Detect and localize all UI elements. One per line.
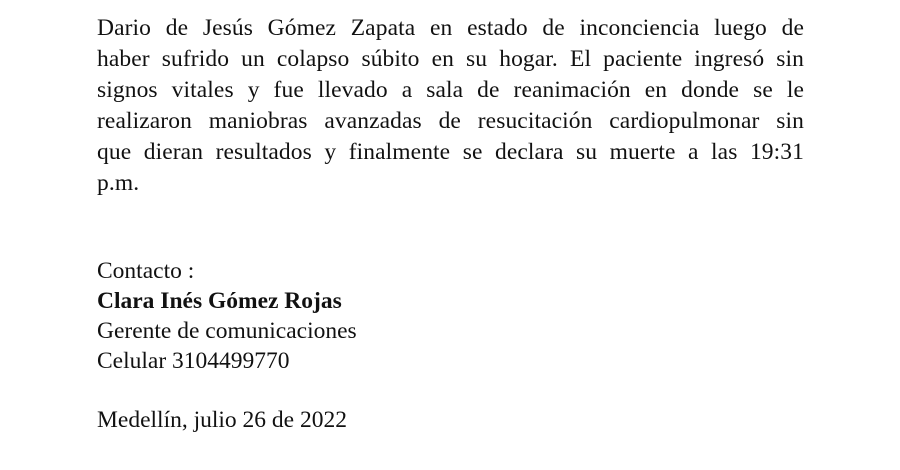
contact-phone: Celular 3104499770 <box>97 348 290 374</box>
contact-block <box>97 256 357 376</box>
paragraph-line: p.m. <box>97 170 140 196</box>
contact-role: Gerente de comunicaciones <box>97 318 357 344</box>
paragraph-line: Dario de Jesús Gómez Zapata en estado de inconciencia luego de <box>97 15 804 41</box>
contact-label: Contacto : <box>97 258 195 284</box>
body-paragraph <box>97 0 804 199</box>
cut-off-top-line <box>97 0 804 13</box>
contact-name: Clara Inés Gómez Rojas <box>97 288 342 314</box>
place-date: Medellín, julio 26 de 2022 <box>97 407 347 433</box>
paragraph-line: que dieran resultados y finalmente se declara su muerte a las 19:31 <box>97 139 804 165</box>
paragraph-line: realizaron maniobras avanzadas de resucitación cardiopulmonar sin <box>97 108 804 134</box>
paragraph-line: signos vitales y fue llevado a sala de reanimación en donde se le <box>97 77 804 103</box>
paragraph-line: haber sufrido un colapso súbito en su hogar. El paciente ingresó sin <box>97 46 804 72</box>
